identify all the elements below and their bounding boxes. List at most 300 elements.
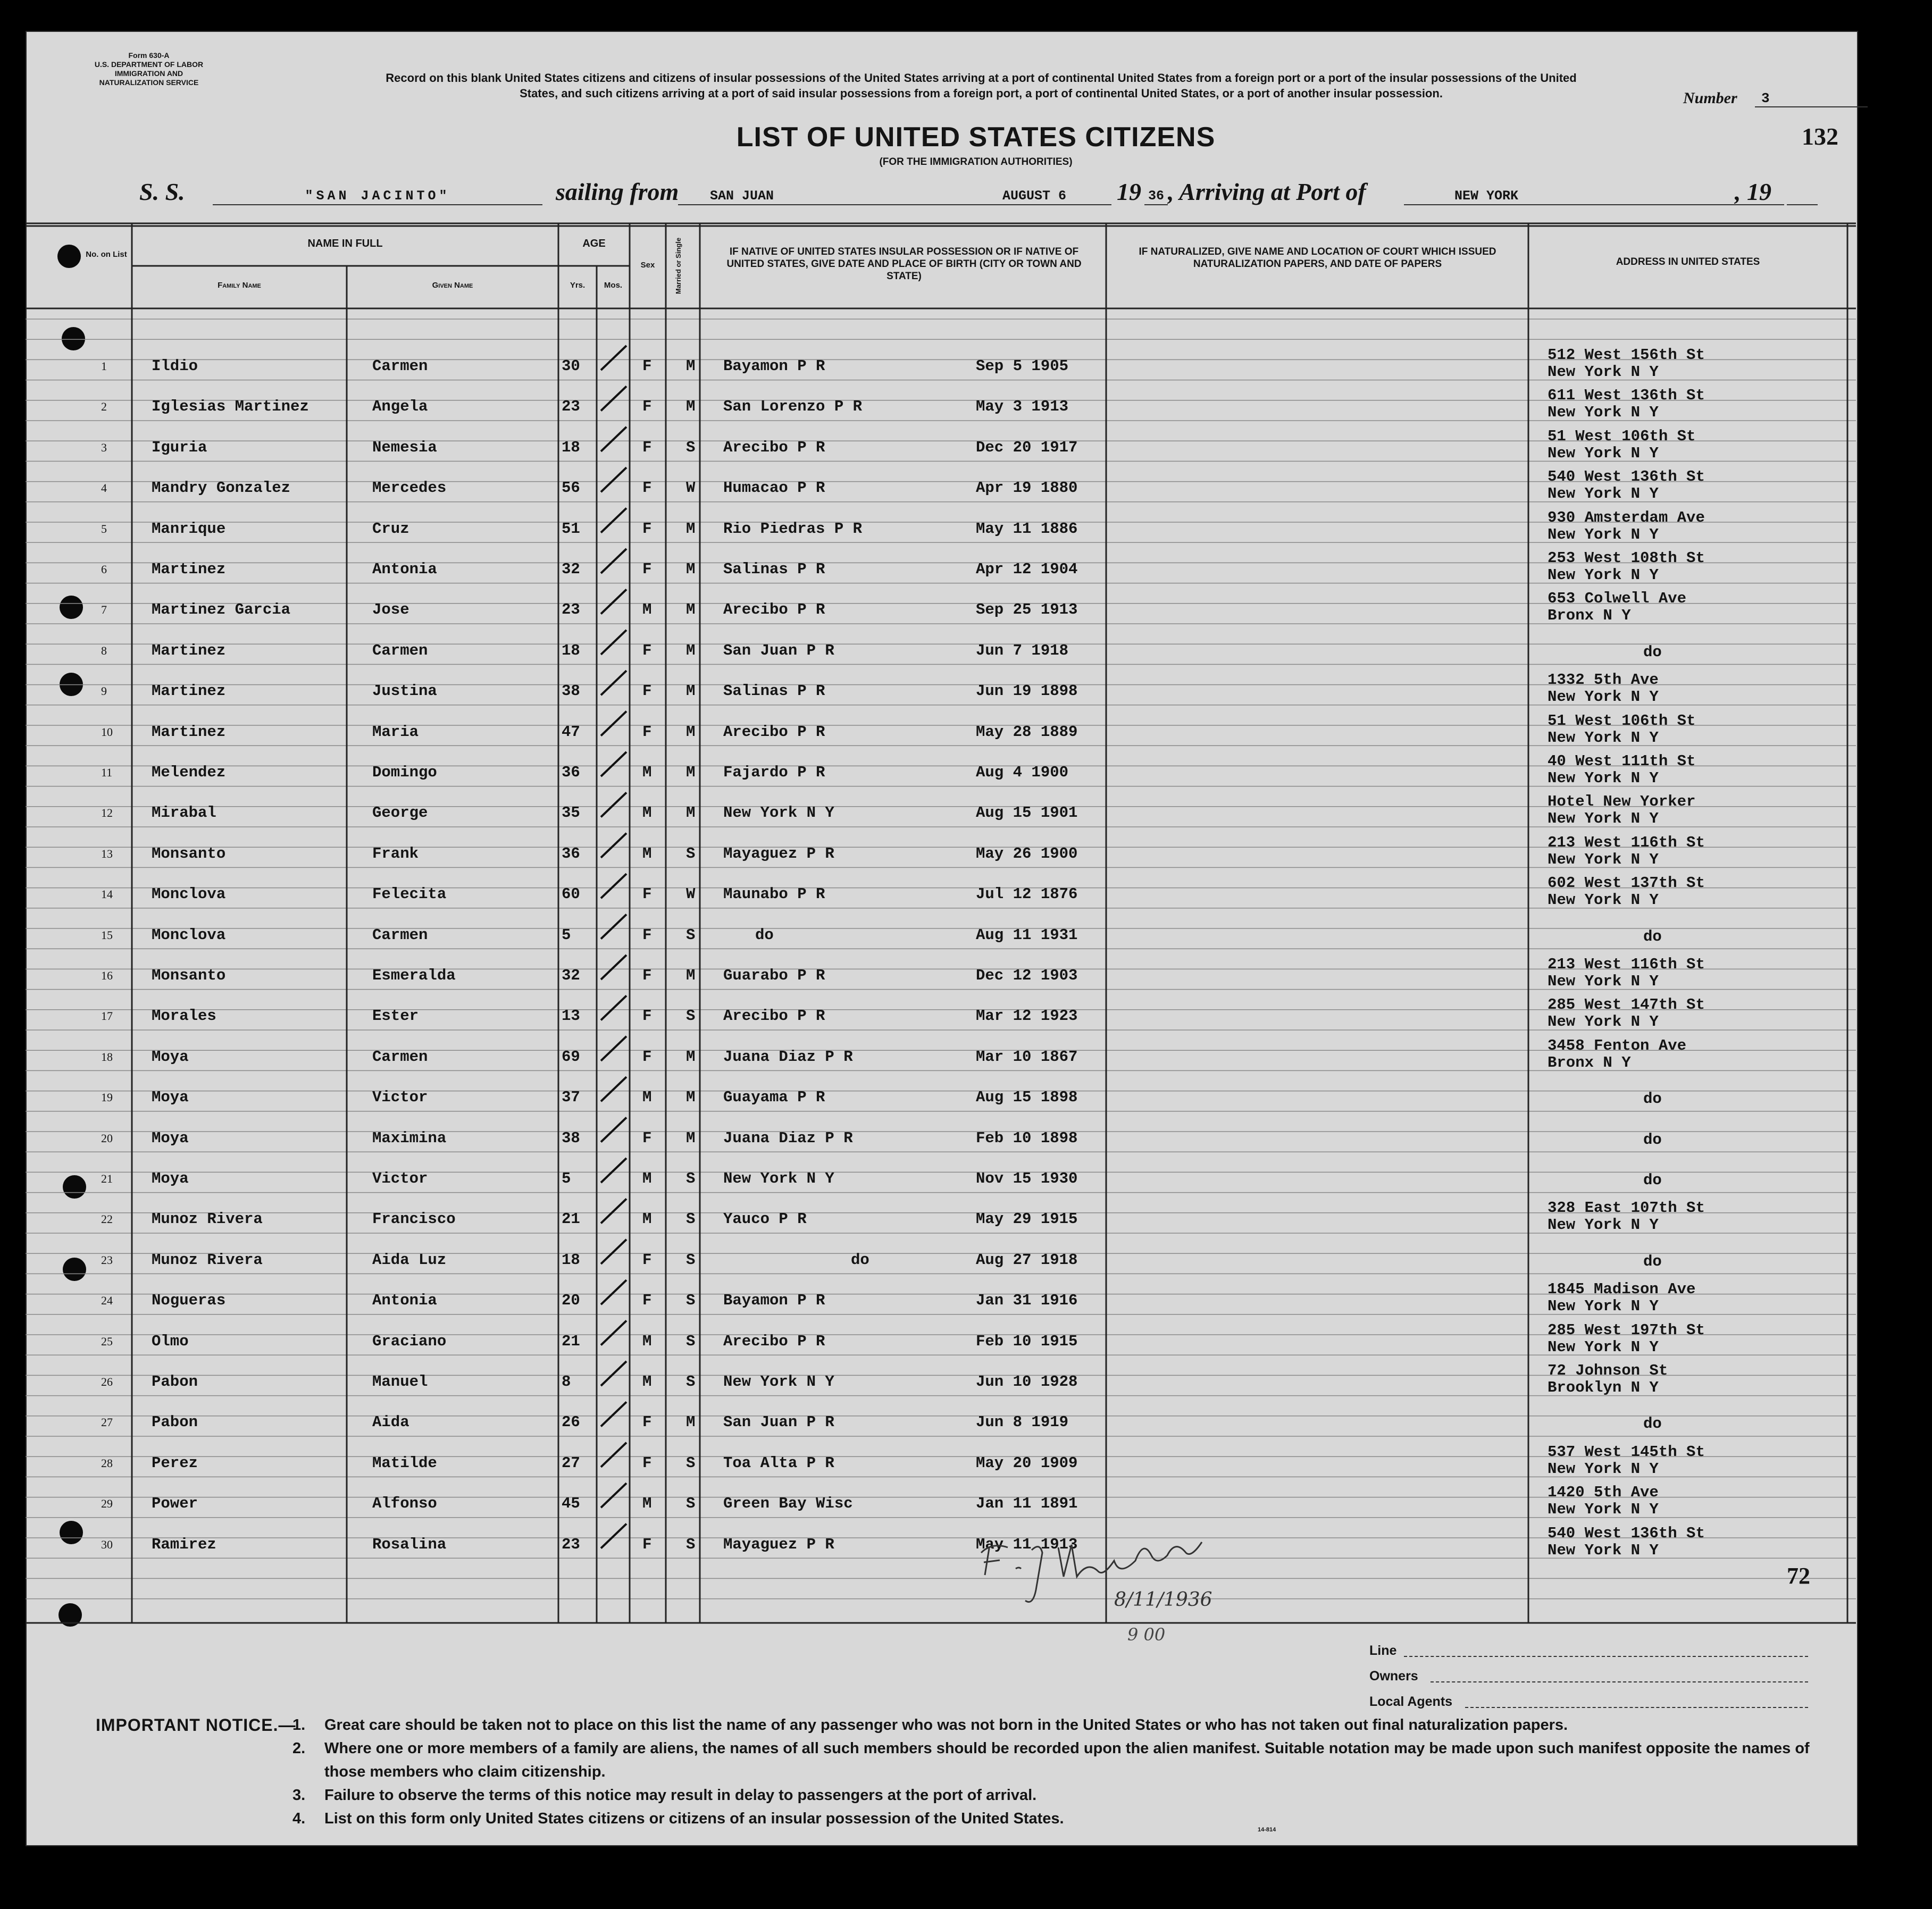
arriving-label: , Arriving at Port of xyxy=(1168,178,1366,205)
age-years: 35 xyxy=(562,804,580,822)
age-years: 23 xyxy=(562,1535,580,1553)
age-years: 47 xyxy=(562,723,580,741)
birth-date: Nov 15 1930 xyxy=(976,1170,1078,1187)
marital-status: S xyxy=(686,1332,696,1350)
row-number: 21 xyxy=(101,1172,113,1185)
address-line-2: New York N Y xyxy=(1548,444,1659,462)
birth-date: Dec 20 1917 xyxy=(976,438,1078,456)
page-number: 132 xyxy=(1802,123,1838,150)
age-years: 18 xyxy=(562,1251,580,1269)
table-row xyxy=(0,549,1932,584)
given-name: Graciano xyxy=(372,1332,447,1350)
given-name: Aida xyxy=(372,1413,409,1431)
address-line-2: New York N Y xyxy=(1548,1460,1659,1478)
given-name: Victor xyxy=(372,1089,428,1107)
family-name: Ramirez xyxy=(152,1535,216,1553)
birth-place: Arecibo P R xyxy=(723,438,825,456)
address-line-2: do xyxy=(1643,1415,1662,1433)
sex: F xyxy=(642,1535,652,1553)
table-row xyxy=(0,1321,1932,1356)
address-line-1: 1845 Madison Ave xyxy=(1548,1280,1696,1299)
notice-item: 4. List on this form only United States citizens or citizens of an insular possession of the United States. xyxy=(292,1810,1064,1827)
family-name: Martinez Garcia xyxy=(152,601,291,619)
family-name: Power xyxy=(152,1495,198,1513)
table-row xyxy=(0,1362,1932,1396)
agent-owners-fill xyxy=(1431,1680,1808,1682)
birth-date: Feb 10 1915 xyxy=(976,1332,1078,1350)
birth-place: Guarabo P R xyxy=(723,967,825,984)
birth-place: Guayama P R xyxy=(723,1089,825,1107)
table-row xyxy=(0,468,1932,503)
given-name: Ester xyxy=(372,1007,419,1025)
family-name: Melendez xyxy=(152,764,226,781)
address-line-1: 1420 5th Ave xyxy=(1548,1484,1659,1502)
age-years: 45 xyxy=(562,1495,580,1513)
family-name: Pabon xyxy=(152,1413,198,1431)
address-line-2: Bronx N Y xyxy=(1548,1053,1631,1071)
table-row xyxy=(0,711,1932,747)
address-line-2: New York N Y xyxy=(1548,810,1659,828)
age-years: 56 xyxy=(562,479,580,497)
birth-place: Toa Alta P R xyxy=(723,1454,834,1472)
given-name: Alfonso xyxy=(372,1495,437,1513)
col-given-name: Given Name xyxy=(432,281,473,290)
address-line-2: New York N Y xyxy=(1548,404,1659,422)
marital-status: S xyxy=(686,1292,696,1310)
sex: M xyxy=(642,1495,652,1513)
age-years: 13 xyxy=(562,1007,580,1025)
marital-status: S xyxy=(686,1007,696,1025)
table-row xyxy=(0,833,1932,868)
marital-status: M xyxy=(686,641,696,659)
birth-place: Mayaguez P R xyxy=(723,844,834,863)
row-number: 27 xyxy=(101,1416,113,1429)
col-name-in-full: NAME IN FULL xyxy=(307,238,383,249)
birth-date: Feb 10 1898 xyxy=(976,1129,1078,1147)
table-row xyxy=(0,874,1932,909)
birth-place: Arecibo P R xyxy=(723,1332,825,1350)
birth-place: Humacao P R xyxy=(723,479,825,497)
address-line-1: 611 West 136th St xyxy=(1548,387,1705,405)
sex: M xyxy=(642,1170,652,1187)
row-number: 24 xyxy=(101,1294,113,1308)
table-row xyxy=(0,1170,1932,1189)
address-line-2: New York N Y xyxy=(1548,1501,1659,1519)
marital-status: W xyxy=(686,479,696,497)
notice-item: 1. Great care should be taken not to place on this list the name of any passenger who was not born in the United States or who has not taken out final naturalization papers. xyxy=(292,1717,1568,1734)
age-years: 36 xyxy=(562,844,580,863)
birth-place: do xyxy=(851,1251,869,1269)
marital-status: S xyxy=(686,438,696,456)
address-line-1: 72 Johnson St xyxy=(1548,1362,1668,1379)
address-line-2: New York N Y xyxy=(1548,1013,1659,1031)
birth-place: Juana Diaz P R xyxy=(723,1048,853,1066)
age-years: 21 xyxy=(562,1210,580,1228)
sex: F xyxy=(642,723,652,741)
address-line-2: New York N Y xyxy=(1548,1216,1659,1234)
age-years: 36 xyxy=(562,764,580,781)
col-mos: Mos. xyxy=(604,281,623,290)
row-number: 30 xyxy=(101,1537,113,1551)
family-name: Moya xyxy=(152,1170,189,1187)
birth-place: Mayaguez P R xyxy=(723,1535,834,1553)
birth-place: Maunabo P R xyxy=(723,885,825,903)
birth-place: Rio Piedras P R xyxy=(723,520,863,538)
page-subtitle: (FOR THE IMMIGRATION AUTHORITIES) xyxy=(879,156,1073,168)
given-name: Maria xyxy=(372,723,419,741)
signature-date: 8/11/1936 xyxy=(1114,1589,1212,1611)
row-number: 7 xyxy=(101,603,107,617)
age-years: 5 xyxy=(562,1170,571,1187)
address-line-1: 51 West 106th St xyxy=(1548,427,1696,445)
family-name: Iglesias Martinez xyxy=(152,398,309,416)
row-number: 3 xyxy=(101,440,107,454)
departure-port: SAN JUAN xyxy=(678,188,976,205)
sex: F xyxy=(642,1251,652,1269)
given-name: Matilde xyxy=(372,1454,437,1472)
notice-item: 2. Where one or more members of a family are aliens, the names of all such members should be recorded upon the alien manifest. Suitable notation may be made upon such manifest opposite the names of those members who claim citizenship. xyxy=(292,1740,1810,1780)
age-years: 23 xyxy=(562,601,580,619)
given-name: Cruz xyxy=(372,520,409,538)
address-line-1: 285 West 147th St xyxy=(1548,996,1705,1014)
family-name: Mirabal xyxy=(152,804,216,822)
birth-date: Dec 12 1903 xyxy=(976,967,1078,984)
address-line-1: 213 West 116th St xyxy=(1548,833,1705,851)
row-number: 14 xyxy=(101,887,113,901)
given-name: Manuel xyxy=(372,1373,428,1391)
given-name: Aida Luz xyxy=(372,1251,447,1269)
family-name: Ildio xyxy=(152,357,198,375)
given-name: Carmen xyxy=(372,641,428,659)
given-name: Jose xyxy=(372,601,409,619)
punch-hole xyxy=(58,1603,82,1627)
table-row xyxy=(0,427,1932,462)
marital-status: S xyxy=(686,1373,696,1391)
birth-date: Jun 7 1918 xyxy=(976,641,1069,659)
sex: F xyxy=(642,967,652,984)
address-line-1: 3458 Fenton Ave xyxy=(1548,1036,1687,1054)
form-identifier: Form 630-A U.S. DEPARTMENT OF LABOR IMMIGRATION AND NATURALIZATION SERVICE xyxy=(94,51,204,87)
birth-date: Jan 11 1891 xyxy=(976,1495,1078,1513)
row-number: 25 xyxy=(101,1334,113,1348)
table-row xyxy=(0,793,1932,828)
record-instructions: Record on this blank United States citizens and citizens of insular possessions of the United States arriving at a port of continental United States from a foreign port or a port of the insular possessions of the United States, and such citizens arriving at a port of said insular possessions from a foreign port, a port of continental United States, or a port of another insular possession. xyxy=(386,71,1577,100)
notice-lead: IMPORTANT NOTICE.— xyxy=(96,1715,296,1735)
family-name: Martinez xyxy=(152,682,226,700)
given-name: Felecita xyxy=(372,885,447,903)
birth-date: May 28 1889 xyxy=(976,723,1078,741)
row-number: 15 xyxy=(101,928,113,942)
notice-item: 3. Failure to observe the terms of this notice may result in delay to passengers at the port of arrival. xyxy=(292,1787,1037,1804)
sex: M xyxy=(642,601,652,619)
birth-date: Aug 15 1898 xyxy=(976,1089,1078,1107)
birth-place: New York N Y xyxy=(723,1373,834,1391)
table-row xyxy=(0,752,1932,787)
birth-date: Jan 31 1916 xyxy=(976,1292,1078,1310)
table-row xyxy=(0,590,1932,625)
address-line-1: 1332 5th Ave xyxy=(1548,671,1659,689)
year2-prefix: , 19 xyxy=(1735,178,1771,205)
table-row xyxy=(0,996,1932,1031)
marital-status: S xyxy=(686,926,696,944)
birth-date: Aug 15 1901 xyxy=(976,804,1078,822)
given-name: George xyxy=(372,804,428,822)
address-line-1: 540 West 136th St xyxy=(1548,1524,1705,1542)
birth-date: Jun 10 1928 xyxy=(976,1373,1078,1391)
sex: M xyxy=(642,1089,652,1107)
sex: M xyxy=(642,844,652,863)
birth-place: Juana Diaz P R xyxy=(723,1129,853,1147)
sex: F xyxy=(642,926,652,944)
table-row xyxy=(0,1413,1932,1433)
table-row xyxy=(0,1280,1932,1316)
age-years: 26 xyxy=(562,1413,580,1431)
marital-status: M xyxy=(686,1129,696,1147)
family-name: Moya xyxy=(152,1129,189,1147)
age-years: 23 xyxy=(562,398,580,416)
family-name: Martinez xyxy=(152,560,226,578)
table-row xyxy=(0,1199,1932,1234)
row-number: 29 xyxy=(101,1497,113,1511)
given-name: Domingo xyxy=(372,764,437,781)
marital-status: S xyxy=(686,1535,696,1553)
age-years: 27 xyxy=(562,1454,580,1472)
row-number: 9 xyxy=(101,684,107,698)
birth-place: New York N Y xyxy=(723,1170,834,1187)
sex: M xyxy=(642,1332,652,1350)
birth-date: Sep 5 1905 xyxy=(976,357,1069,375)
given-name: Justina xyxy=(372,682,437,700)
marital-status: M xyxy=(686,723,696,741)
birth-date: Jun 19 1898 xyxy=(976,682,1078,700)
age-years: 32 xyxy=(562,967,580,984)
sex: F xyxy=(642,682,652,700)
given-name: Carmen xyxy=(372,357,428,375)
family-name: Morales xyxy=(152,1007,216,1025)
age-years: 18 xyxy=(562,438,580,456)
birth-date: May 11 1886 xyxy=(976,520,1078,538)
table-row xyxy=(0,926,1932,945)
address-line-2: do xyxy=(1643,1171,1662,1189)
row-number: 12 xyxy=(101,806,113,820)
row-number: 18 xyxy=(101,1050,113,1064)
sex: F xyxy=(642,357,652,375)
age-years: 38 xyxy=(562,682,580,700)
address-line-1: 537 West 145th St xyxy=(1548,1443,1705,1461)
given-name: Esmeralda xyxy=(372,967,456,984)
age-years: 18 xyxy=(562,641,580,659)
row-number: 17 xyxy=(101,1009,113,1023)
col-birth: IF NATIVE OF UNITED STATES INSULAR POSSESSION OR IF NATIVE OF UNITED STATES, GIVE DATE AND PLACE OF BIRTH (CITY OR TOWN AND STATE) xyxy=(726,246,1082,282)
address-line-1: 653 Colwell Ave xyxy=(1548,590,1687,608)
address-line-2: New York N Y xyxy=(1548,850,1659,868)
marital-status: M xyxy=(686,804,696,822)
marital-status: M xyxy=(686,967,696,984)
table-row xyxy=(0,387,1932,422)
col-married-single: Married or Single xyxy=(674,237,682,295)
marital-status: M xyxy=(686,682,696,700)
birth-date: May 29 1915 xyxy=(976,1210,1078,1228)
birth-place: San Lorenzo P R xyxy=(723,398,863,416)
birth-place: do xyxy=(755,926,774,944)
address-line-2: do xyxy=(1643,643,1662,661)
agent-line-label: Line xyxy=(1369,1643,1397,1658)
age-years: 20 xyxy=(562,1292,580,1310)
row-number: 6 xyxy=(101,563,107,576)
family-name: Munoz Rivera xyxy=(152,1210,263,1228)
table-row xyxy=(0,1443,1932,1478)
birth-place: Green Bay Wisc xyxy=(723,1495,853,1513)
ship-name: "SAN JACINTO" xyxy=(213,188,542,205)
birth-date: May 26 1900 xyxy=(976,844,1078,863)
sex: F xyxy=(642,1007,652,1025)
pencil-note: 9 00 xyxy=(1127,1625,1166,1645)
marital-status: M xyxy=(686,560,696,578)
given-name: Frank xyxy=(372,844,419,863)
address-line-1: 285 West 197th St xyxy=(1548,1321,1705,1339)
age-years: 30 xyxy=(562,357,580,375)
marital-status: M xyxy=(686,357,696,375)
birth-date: Aug 27 1918 xyxy=(976,1251,1078,1269)
marital-status: S xyxy=(686,1495,696,1513)
address-line-2: New York N Y xyxy=(1548,485,1659,503)
address-line-1: Hotel New Yorker xyxy=(1548,793,1696,811)
table-row xyxy=(0,1129,1932,1149)
row-number: 8 xyxy=(101,643,107,657)
row-number: 4 xyxy=(101,481,107,495)
sex: M xyxy=(642,764,652,781)
birth-date: Apr 19 1880 xyxy=(976,479,1078,497)
marital-status: M xyxy=(686,1413,696,1431)
sex: F xyxy=(642,885,652,903)
given-name: Victor xyxy=(372,1170,428,1187)
birth-date: May 11 1913 xyxy=(976,1535,1078,1553)
sex: F xyxy=(642,560,652,578)
given-name: Antonia xyxy=(372,1292,437,1310)
sex: F xyxy=(642,1454,652,1472)
age-years: 32 xyxy=(562,560,580,578)
sex: F xyxy=(642,398,652,416)
row-number: 16 xyxy=(101,969,113,982)
row-number: 13 xyxy=(101,847,113,860)
given-name: Antonia xyxy=(372,560,437,578)
sex: F xyxy=(642,520,652,538)
pencil-count: 72 xyxy=(1787,1563,1810,1589)
row-number: 22 xyxy=(101,1212,113,1226)
birth-place: Arecibo P R xyxy=(723,1007,825,1025)
address-line-2: do xyxy=(1643,1252,1662,1270)
marital-status: M xyxy=(686,601,696,619)
form-footer-code: 14-814 xyxy=(1258,1827,1276,1833)
agent-line-fill xyxy=(1404,1655,1808,1657)
row-number: 2 xyxy=(101,400,107,414)
address-line-2: New York N Y xyxy=(1548,566,1659,584)
address-line-2: New York N Y xyxy=(1548,973,1659,990)
table-row xyxy=(0,956,1932,990)
given-name: Nemesia xyxy=(372,438,437,456)
row-number: 11 xyxy=(101,766,113,779)
birth-date: Mar 12 1923 xyxy=(976,1007,1078,1025)
birth-date: Apr 12 1904 xyxy=(976,560,1078,578)
address-line-2: New York N Y xyxy=(1548,525,1659,543)
punch-hole xyxy=(57,245,81,268)
address-line-1: 930 Amsterdam Ave xyxy=(1548,508,1705,526)
year2-fill xyxy=(1787,188,1818,205)
address-line-1: 253 West 108th St xyxy=(1548,549,1705,567)
ss-label: S. S. xyxy=(139,178,185,205)
address-line-2: New York N Y xyxy=(1548,1541,1659,1559)
table-row xyxy=(0,641,1932,661)
col-no: No. on List xyxy=(86,250,127,259)
sex: M xyxy=(642,1210,652,1228)
birth-place: Arecibo P R xyxy=(723,723,825,741)
family-name: Monsanto xyxy=(152,844,226,863)
col-age: AGE xyxy=(582,238,606,249)
age-years: 5 xyxy=(562,926,571,944)
page-title: LIST OF UNITED STATES CITIZENS xyxy=(736,122,1216,153)
family-name: Monclova xyxy=(152,885,226,903)
marital-status: M xyxy=(686,398,696,416)
year-prefix: 19 xyxy=(1117,178,1141,205)
table-row xyxy=(0,1089,1932,1108)
marital-status: S xyxy=(686,1251,696,1269)
marital-status: M xyxy=(686,1048,696,1066)
address-line-2: do xyxy=(1643,1131,1662,1149)
sex: F xyxy=(642,1129,652,1147)
col-yrs: Yrs. xyxy=(570,281,586,290)
row-number: 28 xyxy=(101,1456,113,1470)
table-row xyxy=(0,1484,1932,1519)
birth-place: Yauco P R xyxy=(723,1210,807,1228)
row-number: 19 xyxy=(101,1091,113,1104)
family-name: Martinez xyxy=(152,723,226,741)
marital-status: S xyxy=(686,1170,696,1187)
number-value: 3 xyxy=(1755,90,1868,107)
birth-date: Jul 12 1876 xyxy=(976,885,1078,903)
family-name: Olmo xyxy=(152,1332,189,1350)
number-label: Number xyxy=(1683,89,1737,107)
birth-place: San Juan P R xyxy=(723,1413,834,1431)
family-name: Pabon xyxy=(152,1373,198,1391)
table-row xyxy=(0,346,1932,381)
table-row xyxy=(0,508,1932,543)
age-years: 60 xyxy=(562,885,580,903)
col-address: ADDRESS IN UNITED STATES xyxy=(1616,256,1760,267)
marital-status: S xyxy=(686,1454,696,1472)
address-line-1: 602 West 137th St xyxy=(1548,874,1705,892)
table-row xyxy=(0,1524,1932,1559)
age-years: 69 xyxy=(562,1048,580,1066)
marital-status: M xyxy=(686,1089,696,1107)
marital-status: S xyxy=(686,1210,696,1228)
sailing-label: sailing from xyxy=(556,178,679,205)
address-line-2: Bronx N Y xyxy=(1548,607,1631,625)
age-years: 21 xyxy=(562,1332,580,1350)
sex: F xyxy=(642,438,652,456)
birth-place: Bayamon P R xyxy=(723,357,825,375)
address-line-2: New York N Y xyxy=(1548,688,1659,706)
col-sex: Sex xyxy=(640,261,655,270)
row-number: 10 xyxy=(101,725,113,739)
sex: M xyxy=(642,804,652,822)
birth-date: Mar 10 1867 xyxy=(976,1048,1078,1066)
family-name: Perez xyxy=(152,1454,198,1472)
address-line-1: 512 West 156th St xyxy=(1548,346,1705,364)
family-name: Nogueras xyxy=(152,1292,226,1310)
address-line-2: Brooklyn N Y xyxy=(1548,1379,1659,1396)
family-name: Manrique xyxy=(152,520,226,538)
given-name: Maximina xyxy=(372,1129,447,1147)
